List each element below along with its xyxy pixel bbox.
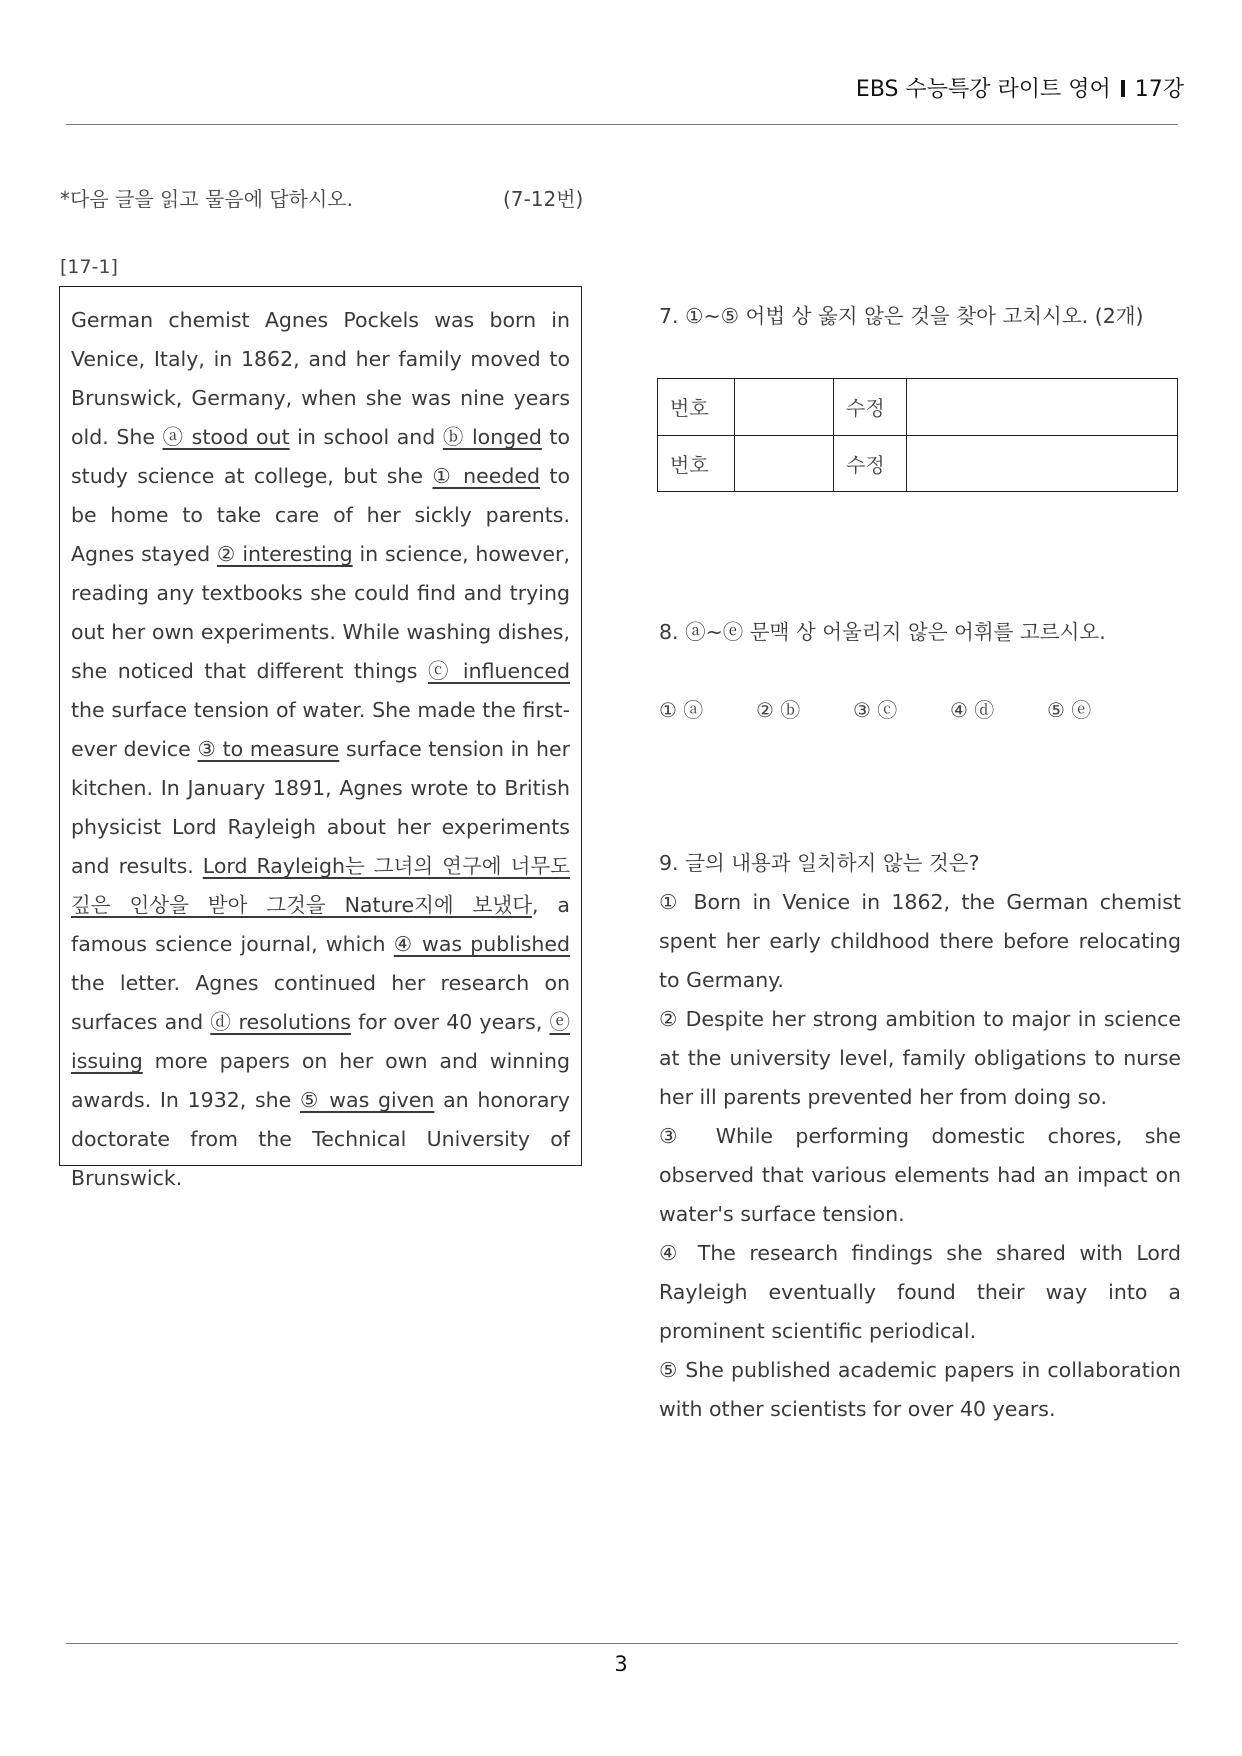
option-4[interactable]: ④ ⓓ (950, 698, 995, 722)
fix-label: 수정 (834, 379, 907, 436)
passage-box (59, 286, 582, 1190)
option-1[interactable]: ① ⓐ (659, 698, 704, 722)
question-9-option-2[interactable]: ② Despite her strong ambition to major in science at the university level, family obligations to nurse her ill parents prevented her from doing so. (659, 1007, 1181, 1109)
option-5[interactable]: ⑤ ⓔ (1047, 698, 1092, 722)
underlined-phrase-b: ⓑ longed (442, 425, 542, 449)
question-9-option-4[interactable]: ④ The research findings she shared with Lord Rayleigh eventually found their way into a prominent scientific periodical. (659, 1241, 1181, 1343)
passage-text: an honorary doctorate from the Technical University of Brunswick. (71, 1088, 570, 1190)
option-2[interactable]: ② ⓑ (756, 698, 801, 722)
underlined-phrase-c: ⓒ influenced (427, 659, 570, 683)
passage-text: for over 40 years, (350, 1010, 550, 1034)
question-9 (659, 844, 1181, 1429)
passage-label: [17-1] (60, 256, 118, 278)
underlined-phrase-a: ⓐ stood out (162, 425, 290, 449)
header-divider (66, 124, 1178, 125)
instruction (60, 183, 584, 212)
question-9-option-1[interactable]: ① Born in Venice in 1862, the German chemist spent her early childhood there before relocating to Germany. (659, 890, 1181, 992)
question-7-stem: 7. ①~⑤ 어법 상 옳지 않은 것을 찾아 고치시오. (2개) (659, 304, 1144, 328)
underlined-phrase-3: ③ to measure (197, 737, 340, 761)
number-label: 번호 (658, 379, 735, 436)
answer-table (657, 378, 1178, 492)
number-answer-cell[interactable] (735, 435, 834, 492)
question-9-option-5[interactable]: ⑤ She published academic papers in collaboration with other scientists for over 40 years. (659, 1358, 1181, 1421)
underlined-phrase-2: ② interesting (216, 542, 353, 566)
page-number: 3 (614, 1652, 628, 1676)
passage-text: to study science at college, but she (71, 425, 571, 488)
underlined-korean-phrase: Lord Rayleigh는 그녀의 연구에 너무도 깊은 인상을 받아 그것을 Nature지에 보냈다 (71, 854, 571, 917)
passage-text: the surface tension of water. She made the first-ever device (71, 698, 570, 761)
question-8-options (659, 694, 1091, 723)
passage-text: in school and (289, 425, 443, 449)
fix-label: 수정 (834, 435, 907, 492)
question-9-option-3[interactable]: ③ While performing domestic chores, she observed that various elements had an impact on water's surface tension. (659, 1124, 1181, 1226)
underlined-phrase-e: ⓔ issuing (71, 1010, 570, 1073)
table-row (658, 379, 1178, 436)
number-answer-cell[interactable] (735, 379, 834, 436)
passage-text: more papers on her own and winning awards. In 1932, she (71, 1049, 570, 1112)
question-range: (7-12번) (503, 187, 584, 211)
fix-answer-cell[interactable] (907, 379, 1178, 436)
footer-divider (66, 1643, 1178, 1644)
header-title (856, 72, 1184, 103)
underlined-phrase-1: ① needed (432, 464, 540, 488)
lesson-number: 17강 (1134, 77, 1184, 102)
table-row (658, 435, 1178, 492)
passage-text: in science, however, reading any textbooks she could find and trying out her own experiments. While washing dishes, she noticed that different things (71, 542, 570, 683)
question-8-stem: 8. ⓐ~ⓔ 문맥 상 어울리지 않은 어휘를 고르시오. (659, 620, 1106, 644)
instruction-text: *다음 글을 읽고 물음에 답하시오. (60, 187, 353, 211)
number-label: 번호 (658, 435, 735, 492)
passage-text: the letter. Agnes continued her research on surfaces and (71, 971, 570, 1034)
underlined-phrase-4: ④ was published (393, 932, 570, 956)
book-title: EBS 수능특강 라이트 영어 (855, 77, 1111, 102)
underlined-phrase-d: ⓓ resolutions (210, 1010, 351, 1034)
question-9-stem: 9. 글의 내용과 일치하지 않는 것은? (659, 851, 980, 875)
fix-answer-cell[interactable] (907, 435, 1178, 492)
passage-text: surface tension in her kitchen. In January 1891, Agnes wrote to British physicist Lord Rayleigh about her experiments and results. (71, 737, 570, 878)
option-3[interactable]: ③ ⓒ (853, 698, 898, 722)
separator-bar (1121, 80, 1125, 97)
passage-text: to be home to take care of her sickly parents. Agnes stayed (71, 464, 570, 566)
passage-text: , a famous science journal, which (71, 893, 570, 956)
underlined-phrase-5: ⑤ was given (299, 1088, 435, 1112)
passage-text: German chemist Agnes Pockels was born in Venice, Italy, in 1862, and her family moved to Brunswick, Germany, when she was nine years old. She (71, 308, 570, 449)
